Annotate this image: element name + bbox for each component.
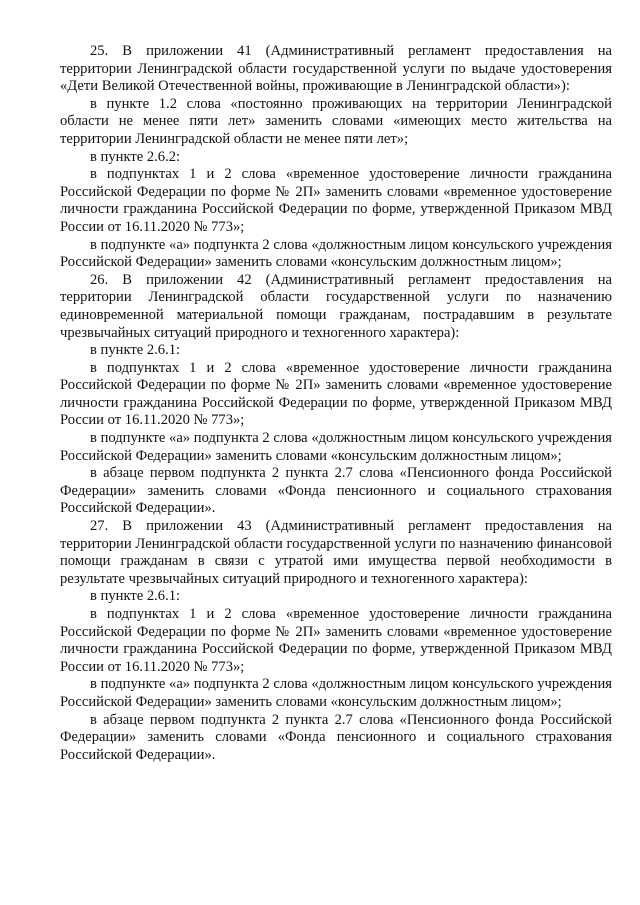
paragraph-subpoint-a: в подпункте «а» подпункта 2 слова «должностным лицом консульского учреждения Российской Федерации» заменить словами «консульским должностным лицом»; bbox=[60, 236, 612, 271]
paragraph-item-25: 25. В приложении 41 (Административный регламент предоставления на территории Ленинградской области государственной услуги по выдаче удостоверения «Дети Великой Отечественной войны, проживающие в Ленинградской области»): bbox=[60, 43, 612, 95]
paragraph-subpoints-1-2: в подпунктах 1 и 2 слова «временное удостоверение личности гражданина Российской Федерации по форме № 2П» заменить словами «временное удостоверение личности гражданина Российской Федерации по форме, утвержденной Приказом МВД России от 16.11.2020 № 773»; bbox=[60, 166, 612, 235]
paragraph-point-1-2: в пункте 1.2 слова «постоянно проживающих на территории Ленинградской области не менее пяти лет» заменить словами «имеющих место жительства на территории Ленинградской области не менее пяти лет»; bbox=[60, 95, 612, 147]
paragraph-point-2-6-1: в пункте 2.6.1: bbox=[90, 342, 181, 359]
paragraph-item-26: 26. В приложении 42 (Административный регламент предоставления на территории Ленинградской области государственной услуги по назначению единовременной материальной помощи гражданам, пострадавшим в результате чрезвычайных ситуаций природного и техногенного характера): bbox=[60, 271, 612, 341]
document-page bbox=[60, 43, 612, 764]
paragraph-subpoints-1-2: в подпунктах 1 и 2 слова «временное удостоверение личности гражданина Российской Федерации по форме № 2П» заменить словами «временное удостоверение личности гражданина Российской Федерации по форме, утвержденной Приказом МВД России от 16.11.2020 № 773»; bbox=[60, 606, 612, 675]
paragraph-subpoint-a: в подпункте «а» подпункта 2 слова «должностным лицом консульского учреждения Российской Федерации» заменить словами «консульским должностным лицом»; bbox=[60, 676, 612, 710]
paragraph-item-27: 27. В приложении 43 (Административный регламент предоставления на территории Ленинградской области государственной услуги по назначению финансовой помощи гражданам в связи с утратой ими имущества первой необходимости в результате чрезвычайных ситуаций природного и техногенного характера): bbox=[60, 518, 612, 587]
paragraph-subpoint-a: в подпункте «а» подпункта 2 слова «должностным лицом консульского учреждения Российской Федерации» заменить словами «консульским должностным лицом»; bbox=[60, 430, 612, 464]
paragraph-point-2-7: в абзаце первом подпункта 2 пункта 2.7 слова «Пенсионного фонда Российской Федерации» заменить словами «Фонда пенсионного и социального страхования Российской Федерации». bbox=[60, 711, 612, 763]
paragraph-point-2-7: в абзаце первом подпункта 2 пункта 2.7 слова «Пенсионного фонда Российской Федерации» заменить словами «Фонда пенсионного и социального страхования Российской Федерации». bbox=[60, 465, 612, 517]
paragraph-point-2-6-2: в пункте 2.6.2: bbox=[90, 148, 181, 165]
paragraph-subpoints-1-2: в подпунктах 1 и 2 слова «временное удостоверение личности гражданина Российской Федерации по форме № 2П» заменить словами «временное удостоверение личности гражданина Российской Федерации по форме, утвержденной Приказом МВД России от 16.11.2020 № 773»; bbox=[60, 359, 612, 429]
paragraph-point-2-6-1: в пункте 2.6.1: bbox=[90, 588, 181, 605]
